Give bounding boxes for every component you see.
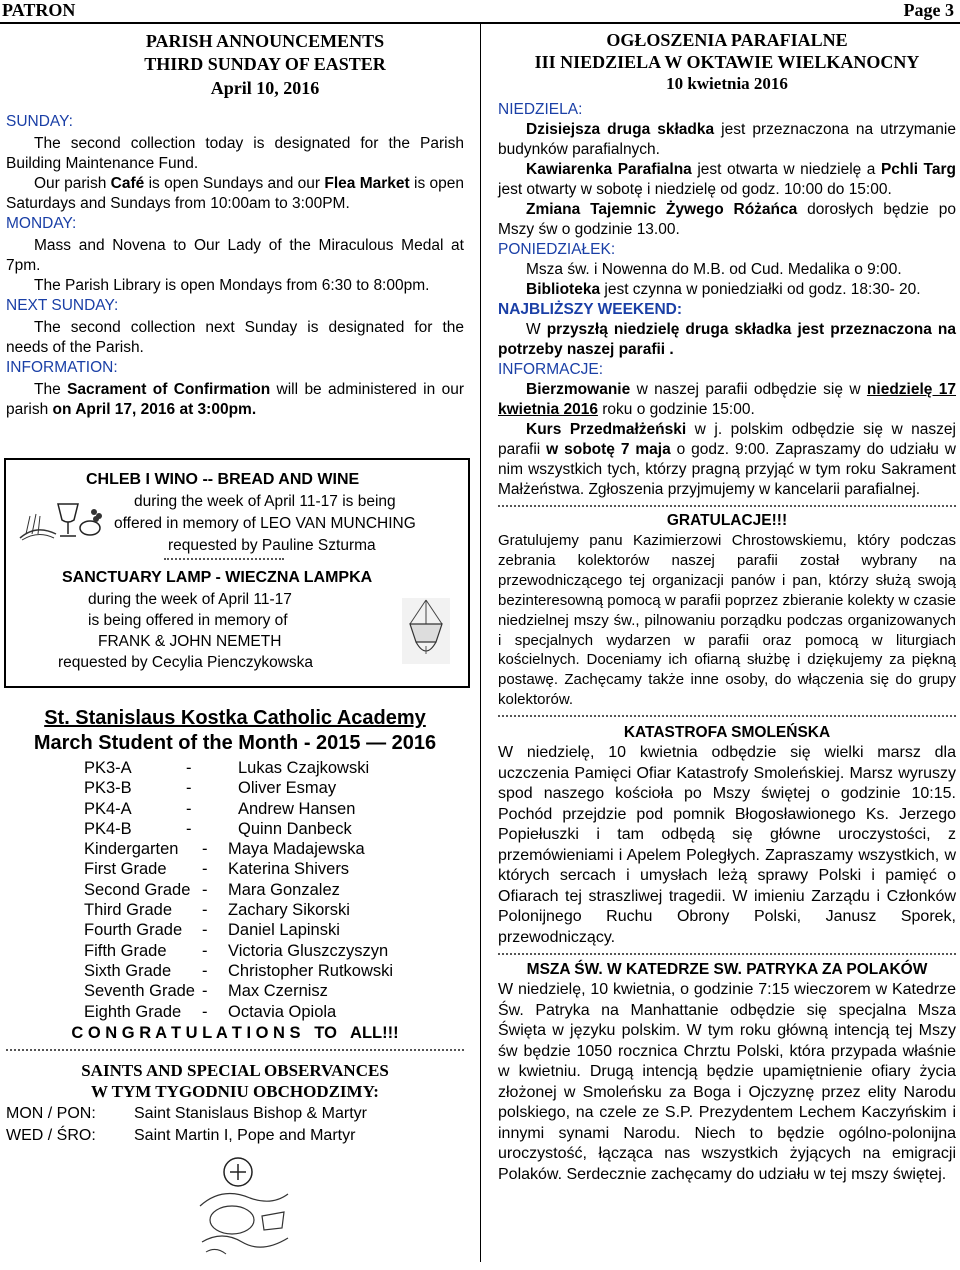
religious-clipart-icon [192, 1146, 300, 1264]
student-separator: - [202, 901, 208, 920]
saint-day: WED / ŚRO: [6, 1127, 96, 1144]
student-row [6, 799, 464, 819]
saints-section [6, 1060, 464, 1148]
monday-library-text: The Parish Library is open Mondays from 6:30 to 8:00pm. [34, 277, 430, 294]
academy-title: St. Stanislaus Kostka Catholic Academy [44, 707, 426, 729]
saint-name: Saint Martin I, Pope and Martyr [134, 1127, 356, 1144]
confirmation-text: Bierzmowanie w naszej parafii odbędzie się w niedzielę 17 kwietnia 2016 roku o godzinie 15:00. [498, 381, 956, 418]
student-row [6, 981, 464, 1001]
student-grade: Third Grade [84, 901, 173, 920]
saint-day: MON / PON: [6, 1105, 96, 1122]
student-row [6, 941, 464, 961]
katastrofa-title: KATASTROFA SMOLEŃSKA [623, 724, 831, 742]
student-name: Andrew Hansen [238, 799, 356, 818]
poniedzialek-mass-text: Msza św. i Nowenna do M.B. od Cud. Medalika o 9:00. [526, 261, 902, 278]
monday-mass-text: Mass and Novena to Our Lady of the Miraculous Medal at 7pm. [6, 237, 464, 274]
informacje-heading: INFORMACJE: [498, 361, 604, 378]
student-separator: - [202, 982, 208, 1001]
saint-name: Saint Stanislaus Bishop & Martyr [134, 1105, 367, 1122]
student-name: Mara Gonzalez [228, 880, 340, 899]
polish-announcements [498, 30, 956, 1185]
academy-section [6, 706, 464, 1057]
student-separator: - [186, 759, 192, 777]
student-name: Maya Madajewska [228, 840, 365, 859]
student-name: Octavia Opiola [228, 1002, 337, 1021]
sanctuary-lamp-icon [402, 598, 450, 664]
student-separator: - [202, 1002, 208, 1021]
next-sunday-text: The second collection next Sunday is designated for the needs of the Parish. [6, 319, 464, 356]
next-sunday-heading: NEXT SUNDAY: [6, 297, 119, 314]
poniedzialek-library-text: Biblioteka jest czynna w poniedziałki od godz. 18:30- 20. [526, 281, 921, 298]
student-row [6, 1002, 464, 1022]
information-text: The Sacrament of Confirmation will be administered in our parish on April 17, 2016 at 3:00pm. [6, 381, 464, 418]
chalice-bread-icon [16, 494, 104, 546]
box-divider [164, 558, 284, 560]
student-grade: Fifth Grade [84, 941, 167, 960]
sanctuary-lamp-line-2: is being offered in memory of [88, 612, 288, 629]
announcements-subtitle: THIRD SUNDAY OF EASTER [144, 54, 386, 74]
polish-subtitle: III NIEDZIELA W OKTAWIE WIELKANOCNY [534, 52, 920, 72]
student-grade: Sixth Grade [84, 961, 172, 980]
msza-title: MSZA ŚW. W KATEDRZE SW. PATRYKA ZA POLAKÓW [526, 961, 928, 979]
offerings-box [4, 458, 470, 688]
student-separator: - [202, 840, 208, 859]
student-grade: PK4-A [84, 799, 132, 818]
student-grade: Second Grade [84, 880, 191, 899]
monday-heading: MONDAY: [6, 215, 77, 232]
divider [498, 505, 956, 507]
polish-title: OGŁOSZENIA PARAFIALNE [606, 30, 848, 50]
niedziela-rosary-text: Zmiana Tajemnic Żywego Różańca dorosłych będzie po Mszy św o godzinie 13.00. [498, 201, 956, 238]
student-separator: - [186, 779, 192, 798]
student-grade: Seventh Grade [84, 982, 195, 1001]
gratulacje-title: GRATULACJE!!! [666, 512, 788, 529]
student-name: Max Czernisz [228, 982, 328, 1001]
saints-title: SAINTS AND SPECIAL OBSERVANCES [81, 1061, 389, 1080]
student-row [6, 920, 464, 940]
divider [498, 953, 956, 955]
student-grade: Kindergarten [84, 840, 179, 859]
student-row [6, 778, 464, 798]
msza-text: W niedzielę, 10 kwietnia, o godzinie 7:15 wieczorem w Katedrze Św. Patryka na Manhattanie odbędzie się specjalna Msza Święta w języku polskim. W tym roku główną intencją tej Mszy św będzie 1050 rocznica Chrztu Polski, która przypada właśnie w kwietniu. Drugą intencją będzie upamiętnienie ofiary życia złożonej w Smoleńsku za Boga i Ojczyznę przez elity Narodu polskiego, na czele ze S.P. Prezydentem Lechem Kaczyńskim i innymi synami Narodu. Niech to będzie ogólno-polonijna uroczystość, łącząca nas wszystkich żyjących na emigracji Polaków. Serdecznie zachęcamy do udziału w tej mszy świętej. [498, 981, 956, 1183]
student-separator: - [202, 860, 208, 879]
student-name: Oliver Esmay [238, 779, 337, 798]
bread-wine-line-2: offered in memory of LEO VAN MUNCHING [114, 515, 416, 532]
niedziela-cafe-text: Kawiarenka Parafialna jest otwarta w niedzielę a Pchli Targ jest otwarty w sobotę i niedzielę od godz. 10:00 do 15:00. [498, 161, 956, 198]
student-row [6, 961, 464, 981]
sunday-collection-text: The second collection today is designated for the Parish Building Maintenance Fund. [6, 135, 464, 172]
saint-row [6, 1126, 464, 1148]
student-grade: Fourth Grade [84, 921, 183, 940]
student-separator: - [202, 941, 208, 960]
student-name: Zachary Sikorski [228, 901, 350, 920]
english-announcements [6, 30, 464, 420]
saint-row [6, 1104, 464, 1126]
student-grade: Eighth Grade [84, 1002, 182, 1021]
marriage-course-text: Kurs Przedmałżeński w j. polskim odbędzie się w naszej parafii w sobotę 7 maja o godz. 9:00. Zapraszamy do udziału w nim wszystkich tych, którzy pragną przyjąć w tym roku Sakrament Małżeństwa. Zgłoszenia przyjmujemy w kancelarii parafialnej. [498, 421, 956, 498]
sanctuary-lamp-line-4: requested by Cecylia Pienczykowska [58, 654, 314, 671]
next-weekend-heading: NAJBLIŻSZY WEEKEND: [498, 301, 683, 318]
student-separator: - [202, 880, 208, 899]
student-grade: PK4-B [84, 819, 132, 838]
student-list [6, 758, 464, 1022]
student-separator: - [186, 799, 192, 818]
gratulacje-text: Gratulujemy panu Kazimierzowi Chrostowskiemu, który podczas zebrania kolektorów naszej parafii został wybrany na przewodniczącego tej organizacji panów i pan, którzy służą swoją bezinteresowną pomocą w parafii poprzez zbieranie kolekty w czasie niedzielnej mszy św., pilnowaniu porządku podczas organizowanych i specjalnych wydarzen w parafii oraz pomocą w liturgiach kościelnych. Doceniamy ich ofiarną służbę i dziękujemy za piękną postawę. Zachęcamy także inne osoby, do włączenia się do grupy kolektorów. [498, 532, 956, 709]
saints-subtitle: W TYM TYGODNIU OBCHODZIMY: [91, 1082, 379, 1101]
student-name: Katerina Shivers [228, 860, 350, 879]
niedziela-heading: NIEDZIELA: [498, 101, 583, 118]
academy-subtitle: March Student of the Month - 2015 — 2016 [33, 732, 437, 754]
sanctuary-lamp-title: SANCTUARY LAMP - WIECZNA LAMPKA [62, 569, 373, 586]
student-row [6, 859, 464, 879]
student-name: Quinn Danbeck [238, 819, 352, 838]
page-header [0, 0, 960, 24]
student-row [6, 880, 464, 900]
niedziela-collection-text: Dzisiejsza druga składka jest przeznaczona na utrzymanie budynków parafialnych. [498, 121, 956, 158]
sunday-heading: SUNDAY: [6, 113, 73, 130]
academy-divider [6, 1049, 464, 1051]
student-name: Christopher Rutkowski [228, 961, 394, 980]
student-row [6, 758, 464, 778]
next-weekend-text: W przyszłą niedzielę druga składka jest przeznaczona na potrzeby naszej parafii . [498, 321, 956, 358]
student-row [6, 900, 464, 920]
student-name: Daniel Lapinski [228, 921, 340, 940]
newsletter-name: PATRON [2, 0, 76, 20]
information-heading: INFORMATION: [6, 359, 118, 376]
sanctuary-lamp-line-3: FRANK & JOHN NEMETH [98, 633, 282, 650]
student-separator: - [202, 921, 208, 940]
divider [498, 715, 956, 717]
sunday-cafe-text: Our parish Café is open Sundays and our Flea Market is open Saturdays and Sundays from 10:00am to 3:00PM. [6, 175, 464, 212]
student-name: Lukas Czajkowski [238, 759, 370, 777]
congratulations-line: C O N G R A T U L A T I O N S TO ALL!!! [71, 1023, 399, 1042]
student-grade: PK3-A [84, 759, 132, 777]
announcements-title: PARISH ANNOUNCEMENTS [145, 31, 385, 51]
student-row [6, 819, 464, 839]
student-grade: PK3-B [84, 779, 132, 798]
bread-wine-line-3: requested by Pauline Szturma [168, 537, 376, 554]
polish-date: 10 kwietnia 2016 [666, 74, 788, 93]
student-separator: - [186, 819, 192, 838]
sanctuary-lamp-line-1: during the week of April 11-17 [88, 591, 292, 608]
page-number: Page 3 [903, 0, 954, 20]
bread-wine-line-1: during the week of April 11-17 is being [134, 493, 396, 510]
student-name: Victoria Gluszczyszyn [228, 941, 389, 960]
student-row [6, 839, 464, 859]
katastrofa-text: W niedzielę, 10 kwietnia odbędzie się wielki marsz dla uczczenia Pamięci Ofiar Katastrofy Smoleńskiej. Marsz wyruszy spod naszego kościoła po Mszy świętej o godzinie 10:15. Pochód przejdzie pod pomnik Błogosławionego Ks. Jerzego Popiełuszki i tam odbędą się główne uroczystości, z przemówieniami i Apelem Poległych. Zapraszamy wszystkich, w których sercach i umysłach leżą sprawy Polski i pamięć o Ofiarach tej straszliwej tragedii. W imieniu Zarządu i Członków Polonijnego Ruchu Obrony Polski, Janusz Sporek, przewodniczący. [498, 744, 956, 946]
poniedzialek-heading: PONIEDZIAŁEK: [498, 241, 616, 258]
column-divider [480, 22, 481, 1262]
student-grade: First Grade [84, 860, 167, 879]
bread-wine-title: CHLEB I WINO -- BREAD AND WINE [86, 471, 360, 488]
announcements-date: April 10, 2016 [210, 78, 320, 98]
student-separator: - [202, 961, 208, 980]
